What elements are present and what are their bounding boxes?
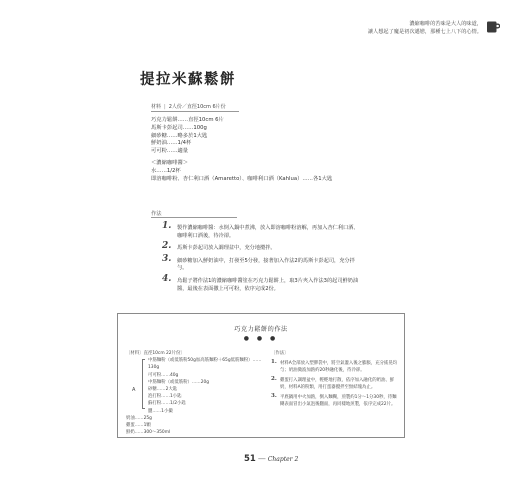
step-text: 細砂糖加入鮮奶油中，打發至5分發，接著加入作法2的馬斯卡彭起司，充分拌勻。: [177, 257, 355, 272]
ingredients-divider: [151, 111, 239, 112]
chapter-label: Chapter 2: [267, 456, 299, 463]
box-ingredient-item: 中筋麵粉（或低筋粉）……20g: [148, 379, 210, 385]
footer-dash: —: [257, 454, 266, 463]
coffee-cup-icon: [486, 20, 500, 34]
box-title: 巧克力鬆餅的作法: [234, 326, 288, 333]
ingredient-item: 細砂糖……略多於1大匙: [151, 132, 208, 139]
syrup-item: 水……1/2杯: [151, 167, 181, 174]
box-step-number: 3.: [271, 393, 277, 399]
ingredients-heading: [151, 103, 226, 110]
step-text: 烏鬆子將作法1的濃縮咖啡醬塗在巧克力鬆餅上，取3片夾入作法3的起司鮮奶油醬，最後在表面撒上可可粉，依序完成2份。: [177, 277, 359, 292]
chapter-intro: [260, 20, 482, 36]
group-bracket: [142, 359, 145, 409]
ingredient-item: 可可粉……適量: [151, 148, 189, 155]
box-ingredient-item: 蘇打粉……1/2小匙: [148, 401, 186, 407]
page-number: 51: [244, 454, 256, 464]
steps-heading: 作法: [151, 211, 162, 217]
step-number: 2.: [162, 241, 172, 252]
step-number: 1.: [162, 221, 172, 231]
group-a-marker: A: [132, 387, 136, 393]
box-step-text: 雞蛋打入調理盆中，輕輕地打散，依序加入融化的奶油、鮮奶，材料A的粉類，用打蛋器攪拌至無結塊為止。: [280, 378, 395, 390]
ingredient-item: 馬斯卡彭起司……100g: [151, 124, 207, 131]
steps-divider: [151, 217, 237, 218]
box-step-number: 1.: [271, 359, 277, 365]
box-ingredient-item: 泡打粉……1小匙: [148, 394, 182, 400]
step-item: [162, 241, 362, 253]
step-text: 馬斯卡彭起司放入調理盆中，充分地攪拌。: [177, 245, 276, 252]
syrup-item: 即溶咖啡粉、杏仁利口酒（Amaretto）、咖啡利口酒（Kahlua）……各1大匙: [151, 175, 333, 182]
intro-line: 濃縮咖啡的苦味是大人的味道，: [409, 21, 482, 27]
box-step-item: [271, 394, 399, 408]
box-ingredients: [126, 350, 266, 436]
ingredient-item: 鮮奶油……1/4杯: [151, 140, 192, 147]
step-item: [162, 221, 362, 240]
steps-list: [162, 221, 362, 298]
heading-separator: |: [164, 104, 166, 110]
box-ingredients-heading: 〔材料〕直徑10cm 22片份〕: [126, 351, 185, 356]
box-step-item: [271, 360, 399, 374]
step-text: 製作濃縮咖啡醬：水倒入鍋中煮沸，放入即溶咖啡粉溶解，再加入杏仁利口酒、咖啡利口酒後，待冷卻。: [177, 225, 359, 239]
box-ingredient-item: 中筋麵粉（或低筋粉50g加高筋麵粉＋65g低筋麵粉）……130g: [148, 358, 262, 371]
box-steps: [271, 350, 399, 408]
box-ingredient-item: 雞蛋……1顆: [126, 423, 151, 429]
box-step-text: 材料A全部放入塑膠袋中，將空氣灌入後之膨脹，充分搖晃均勻；奶油微波加熱約20秒融化後，待冷卻。: [280, 361, 398, 373]
ingredients-yield: 2人份／直徑10cm 6片份: [168, 104, 226, 110]
box-ingredient-item: 可可粉……40g: [148, 372, 179, 378]
intro-line: 讓人想起了魔是初次邁戀，那種七上八下的心情。: [367, 29, 482, 35]
step-number: 4.: [162, 273, 172, 284]
step-item: [162, 273, 362, 293]
box-step-number: 2.: [271, 376, 277, 382]
ingredient-item: 巧克力鬆餅……直徑10cm 6片: [151, 117, 224, 123]
pancake-recipe-box: [117, 313, 405, 438]
title-ornament: ● ● ●: [243, 335, 279, 342]
box-step-item: [271, 377, 399, 391]
syrup-heading: ＜濃縮咖啡醬＞: [151, 159, 189, 166]
box-ingredient-item: 鮮奶……300～350ml: [126, 430, 171, 436]
ingredients-list: [151, 117, 332, 183]
recipe-title: 提拉米蘇鬆餅: [140, 72, 236, 88]
box-step-text: 平底鍋用中火加熱，倒入麵糊，煎製約1分～1分30秒，待麵糊表面冒出小氣泡後翻面，再同樣地煎製，依序完成22片。: [280, 395, 397, 407]
step-item: [162, 253, 362, 273]
box-steps-heading: 〔作法〕: [271, 351, 289, 356]
box-ingredient-item: 奶油……25g: [126, 415, 152, 421]
ingredients-label: 材料: [151, 104, 162, 110]
page-footer: [244, 454, 298, 464]
box-ingredient-item: 砂糖……2大匙: [148, 387, 178, 393]
box-ingredient-item: 鹽……1小撮: [148, 408, 173, 414]
step-number: 3.: [162, 253, 172, 264]
